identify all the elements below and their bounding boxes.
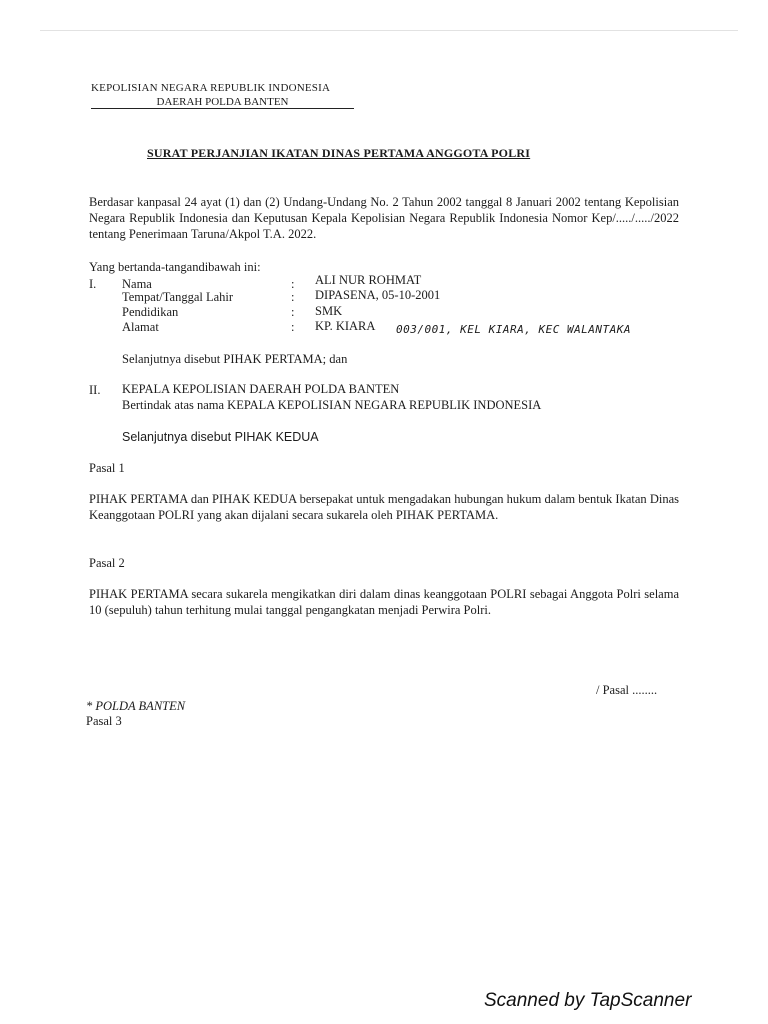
field-value-pendidikan: SMK [315,304,343,318]
footer-next-article: Pasal 3 [86,714,122,728]
footer-org: * POLDA BANTEN [86,699,186,713]
field-colon: : [291,277,295,291]
field-label-ttl: Tempat/Tanggal Lahir [122,290,234,304]
field-label-pendidikan: Pendidikan [122,305,179,319]
field-label-alamat: Alamat [122,320,159,334]
field-colon: : [291,290,295,304]
party-two-designation: Selanjutnya disebut PIHAK KEDUA [122,430,319,444]
field-label-nama: Nama [122,277,152,291]
field-value-ttl: DIPASENA, 05-10-2001 [315,288,441,302]
party-two-acting-for: Bertindak atas nama KEPALA KEPOLISIAN NEGARA REPUBLIK INDONESIA [122,398,542,412]
field-colon: : [291,305,295,319]
party-one-number: I. [89,277,97,291]
handwritten-address: 003/001, KEL KIARA, KEC WALANTAKA [396,323,632,336]
header-institution: KEPOLISIAN NEGARA REPUBLIK INDONESIA [91,82,331,94]
continuation-marker: / Pasal ........ [596,683,658,697]
party-one-designation: Selanjutnya disebut PIHAK PERTAMA; dan [122,352,348,366]
signed-below-text: Yang bertanda-tangandibawah ini: [89,260,261,274]
document-title: SURAT PERJANJIAN IKATAN DINAS PERTAMA ANGGOTA POLRI [147,146,531,160]
scan-edge-line [40,30,738,31]
party-two-number: II. [89,383,101,397]
article-2-text: PIHAK PERTAMA secara sukarela mengikatkan diri dalam dinas keanggotaan POLRI sebagai Anggota Polri selama 10 (sepuluh) tahun terhitung mulai tanggal pengangkatan menjadi Perwira Polri. [89,587,679,617]
intro-paragraph: Berdasar kanpasal 24 ayat (1) dan (2) Undang-Undang No. 2 Tahun 2002 tanggal 8 Januari 2002 tentang Kepolisian Negara Republik Indonesia dan Keputusan Kepala Kepolisian Negara Republik Indonesia Nomor Kep/...../...../2022 tentang Penerimaan Taruna/Akpol T.A. 2022. [89,195,679,241]
field-value-nama: ALI NUR ROHMAT [315,273,422,287]
article-1-text: PIHAK PERTAMA dan PIHAK KEDUA bersepakat untuk mengadakan hubungan hukum dalam bentuk Ikatan Dinas Keanggotaan POLRI yang akan dijalani secara sukarela oleh PIHAK PERTAMA. [89,492,679,522]
scanner-watermark: Scanned by TapScanner [484,990,692,1011]
header-underline [91,108,354,109]
field-colon: : [291,320,295,334]
article-2-heading: Pasal 2 [89,556,125,570]
field-value-alamat: KP. KIARA [315,319,376,333]
party-two-name: KEPALA KEPOLISIAN DAERAH POLDA BANTEN [122,382,400,396]
article-1-heading: Pasal 1 [89,461,125,475]
header-region: DAERAH POLDA BANTEN [156,96,289,108]
